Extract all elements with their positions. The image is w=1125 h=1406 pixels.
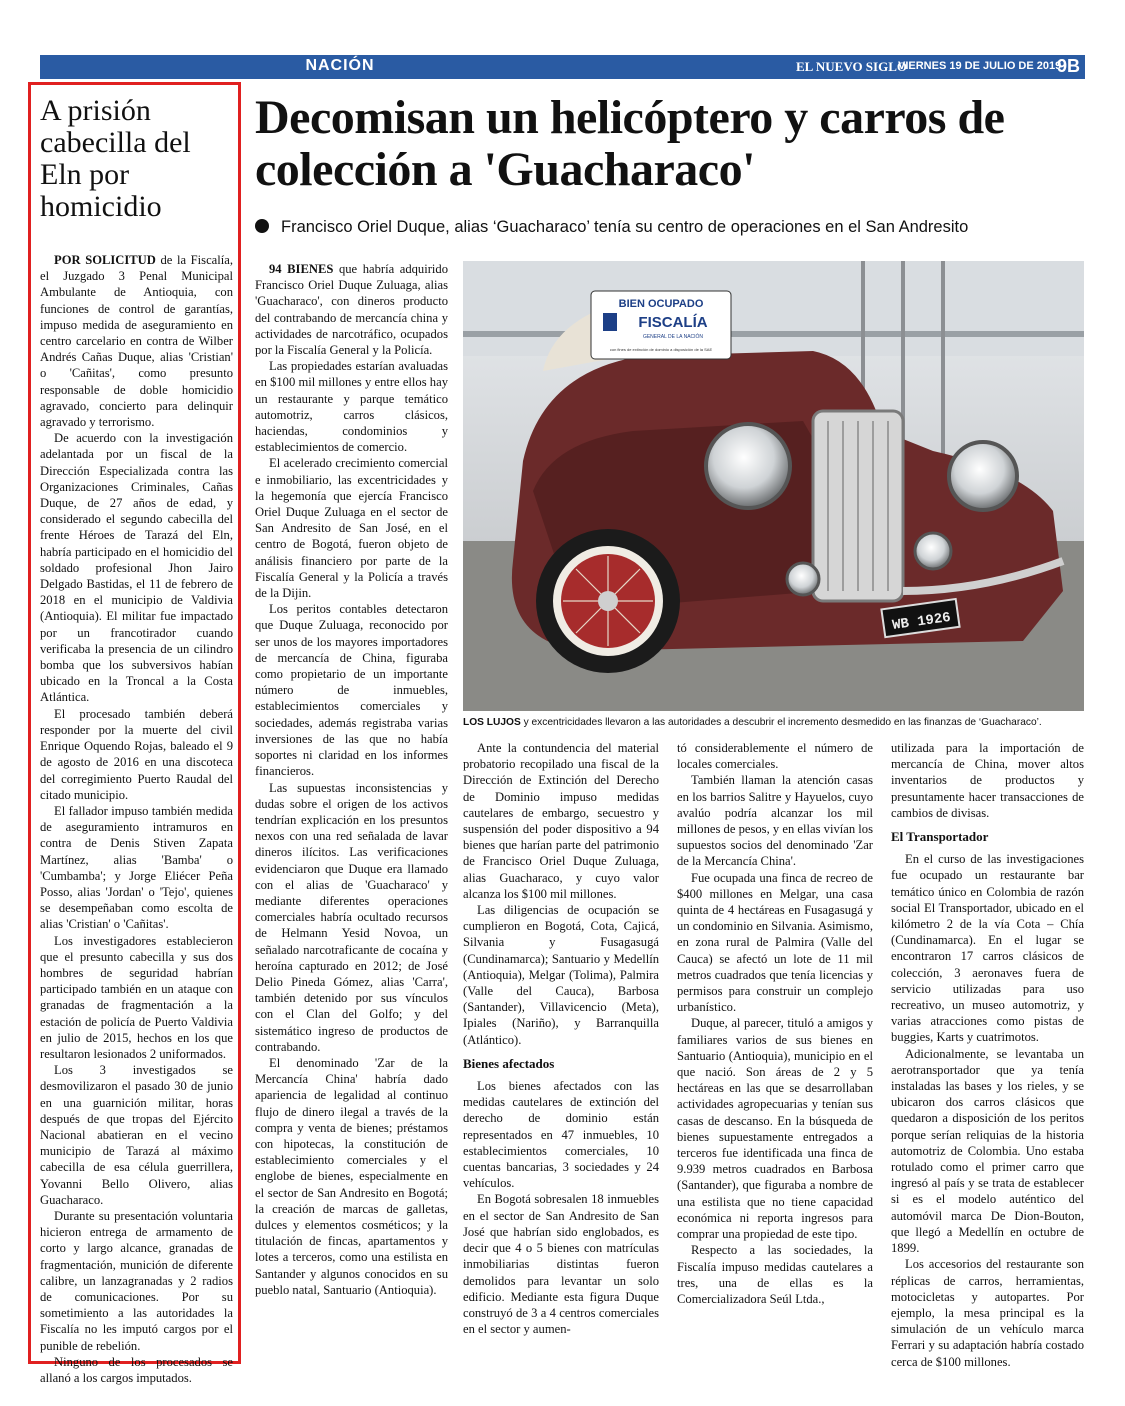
- article-paragraph: El denominado 'Zar de la Mercancía China' habría dado apariencia de legalidad al continuo flujo de dinero ilegal a través de la compra y venta de bienes; préstamos con hipotecas, la constitución de establecimiento comerciales y el englobe de bienes, especialmente en el sector de San Andresito en Bogotá; la creación de marcas de galletas, dulces y elementos cosméticos; y la titulación de fincas, apartamentos y lotes a terceros, como una estilista en Santander y algunos conocidos en su pueblo natal, Santuario (Antioquia).: [255, 1055, 448, 1297]
- sidebar-lead: POR SOLICITUD: [54, 253, 156, 267]
- sidebar-paragraph: Ninguno de los procesados se allanó a los cargos imputados.: [40, 1354, 233, 1386]
- section-header-bar: [40, 55, 1085, 79]
- issue-date: VIERNES 19 DE JULIO DE 2019: [898, 60, 1062, 72]
- article-paragraph: Fue ocupada una finca de recreo de $400 millones en Melgar, una casa quinta de 4 hectáreas en Fusagasugá y un condominio en Silvania. Asimismo, en zona rural de Palmira (Valle del Cauca) se afectó un lote de 11 mil metros cuadrados que tenía licencias y permisos para construir un complejo urbanístico.: [677, 870, 873, 1015]
- article-paragraph: Las diligencias de ocupación se cumplieron en Bogotá, Cota, Cajicá, Silvania y Fusagasugá (Cundinamarca); Santuario y Medellín (Antioquia), Melgar (Tolima), Palmira (Valle del Cauca), Barbosa (Santander), Villavicencio (Meta), Ipiales (Nariño), y Barranquilla (Atlántico).: [463, 903, 659, 1047]
- section-name: NACIÓN: [305, 57, 375, 74]
- article-paragraph: Los bienes afectados con las medidas cautelares de extinción del derecho de dominio están representados en 47 inmuebles, 10 establecimientos comerciales, 10 cuentas bancarias, 3 sociedades y 24 vehículos.: [463, 1079, 659, 1191]
- article-paragraph: Ante la contundencia del material probatorio recopilado una fiscal de la Dirección de Extinción del Derecho de Dominio impuso medidas cautelares de embargo, secuestro y suspensión del poder dispositivo a 94 bienes que harían parte del patrimonio de Francisco Oriel Duque Zuluaga, alias Guacharaco, y cuyo valor alcanza los $100 mil millones.: [463, 741, 659, 901]
- article-paragraph: Respecto a las sociedades, la Fiscalía impuso medidas cautelares a tres, una de ellas es la Comercializadora Seúl Ltda.,: [677, 1243, 873, 1306]
- article-lead: 94 BIENES: [269, 262, 334, 276]
- sidebar-paragraph: Los investigadores establecieron que el presunto cabecilla y sus dos hombres de seguridad habrían participado también en un ataque con granadas de fragmentación a la estación de policía de Puerto Valdivia en julio de 2015, hechos en los que resultaron lesionados 2 uniformados.: [40, 933, 233, 1061]
- article-paragraph: Los accesorios del restaurante son réplicas de carros, herramientas, motocicletas y autopartes. Por ejemplo, la mesa principal es la simulación de un vehículo marca Ferrari y su adaptación habría costado cerca de $100 millones.: [891, 1257, 1084, 1369]
- article-column-4: [891, 740, 1084, 1370]
- article-headline: Decomisan un helicóptero y carros de colección a 'Guacharaco': [255, 91, 1005, 196]
- article-column-1: 94 BIENES que habría adquirido Francisco Oriel Duque Zuluaga, alias 'Guacharaco', con dineros producto del contrabando de mercancía china y actividades de narcotráfico, ocupados por la Fiscalía General y la Policía. Las propiedades estarían avaluadas en $100 mil millones y entre ellos hay un restaurante y parque temático automotriz, carros clásicos, haciendas, condominios y establecimientos de comercio. El acelerado crecimiento comercial e inmobiliario, las excentricidades y la hegemonía que ejercía Francisco Oriel Duque Zuluaga en el sector de San Andresito de San José, en el centro de Bogotá, fueron objeto de análisis financiero por parte de la Fiscalía General y la Policía a través de la Dijin. Los peritos contables detectaron que Duque Zuluaga, reconocido por ser unos de los mayores importadores de mercancía de China, figuraba como propietario de un importante número de inmuebles, establecimientos comerciales y sociedades, además registraba varias inversiones de las que no había soportes ni claridad en los informes financieros. Las supuestas inconsistencias y dudas sobre el origen de los activos tendrían explicación en los presuntos nexos con una red señalada de lavar dineros ilícitos. Las verificaciones evidenciaron que Duque era llamado con el alias de 'Guacharaco' y mediante diferentes operaciones comerciales habría ocultado recursos de Helmann Yesid Novoa, un señalado narcotraficante de cocaína y heroína capturado en 2012; de José Delio Pineda Gómez, alias 'Carra', también detenido por sus vínculos con el Clan del Golfo; y del sistemático ingreso de productos de contrabando. El denominado 'Zar de la Mercancía China' habría dado apariencia de legalidad al continuo flujo de dinero ilegal a través de la compra y venta de bienes; préstamos con hipotecas, la constitución de establecimiento comerciales y el englobe de bienes, especialmente en el sector de San Andresito en Bogotá; la creación de marcas de galletas, dulces y elementos cosméticos; y la titulación de fincas, apartamentos y lotes a terceros, como una estilista en Santander y algunos conocidos en su pueblo natal, Santuario (Antioquia).: [255, 262, 448, 1297]
- sidebar-paragraph: Durante su presentación voluntaria hicieron entrega de armamento de corto y largo alcance, granadas de fragmentación, munición de diferente calibre, un lanzagranadas y 2 radios de comunicaciones. Por su sometimiento a las autoridades la Fiscalía no les imputó cargos por el punible de rebelión.: [40, 1208, 233, 1353]
- sidebar-paragraph: El procesado también deberá responder por la muerte del civil Enrique Oquendo Rojas, baleado el 9 de agosto de 2016 en una discoteca del corregimiento Puerto Raudal del citado municipio.: [40, 706, 233, 802]
- bullet-icon: [255, 219, 269, 233]
- article-paragraph: Los peritos contables detectaron que Duque Zuluaga, reconocido por ser unos de los mayores importadores de mercancía de China, figuraba como propietario de un importante número de inmuebles, establecimientos comerciales y sociedades, además registraba varias inversiones de las que no había soportes ni claridad en los informes financieros.: [255, 602, 448, 779]
- seizure-sign-subtitle: GENERAL DE LA NACIÓN: [642, 334, 704, 340]
- article-paragraph: El acelerado crecimiento comercial e inmobiliario, las excentricidades y la hegemonía que ejercía Francisco Oriel Duque Zuluaga en el sector de San Andresito de San José, en el centro de Bogotá, fueron objeto de análisis financiero por parte de la Fiscalía General y la Policía a través de la Dijin.: [255, 456, 448, 601]
- article-paragraph: Las propiedades estarían avaluadas en $100 mil millones y entre ellos hay un restaurante y parque temático automotriz, carros clásicos, haciendas, condominios y establecimientos de comercio.: [255, 359, 448, 455]
- article-paragraph: También llaman la atención casas en los barrios Salitre y Hayuelos, cuyo avalúo podría alcanzar los mil millones de pesos, y en ellas vivían los supuestos socios del denominado 'Zar de la Mercancía China'.: [677, 773, 873, 869]
- classic-car-photo: [463, 261, 1084, 711]
- license-plate: WB 1926: [891, 609, 952, 634]
- article-paragraph: Duque, al parecer, tituló a amigos y familiares varios de sus bienes en Santuario (Antioquia), municipio en el que nació. Son áreas de 2 y 5 hectáreas en las que se desarrollaban actividades agropecuarias y tenían sus casas de descanso. En la búsqueda de bienes supuestamente entregados a terceros fue identificada una finca de 9.939 metros cuadrados en Barbosa (Santander), que figuraba a nombre de una estilista que no tiene capacidad económica ni reporta ingresos para comprar una propiedad de este tipo.: [677, 1016, 873, 1242]
- section-subhead: Bienes afectados: [463, 1055, 555, 1071]
- sidebar-article-body: [40, 252, 233, 1386]
- article-column-3: [677, 740, 873, 1307]
- seizure-sign-fineprint: con fines de extinción de dominio a disposición de la SAE: [609, 347, 713, 352]
- sidebar-headline: A prisión cabecilla del Eln por homicidio: [40, 94, 191, 223]
- seizure-sign-org: FISCALÍA: [638, 314, 708, 331]
- article-column-2: [463, 740, 659, 1337]
- photo-caption: LOS LUJOS y excentricidades llevaron a las autoridades a descubrir el incremento desmedido en las finanzas de ‘Guacharaco’.: [463, 717, 1042, 728]
- newspaper-name: EL NUEVO SIGLO: [796, 59, 907, 74]
- sidebar-paragraph: De acuerdo con la investigación adelantada por un fiscal de la Dirección Especializada contra las Organizaciones Criminales, Cañas Duque, de 27 años de edad, y considerado el segundo cabecilla del frente Héroes de Tarazá del Eln, habría participado en el homicidio del soldado profesional Jhon Jairo Delgado Bastidas, el 11 de febrero de 2018 en el municipio de Valdivia (Antioquia). El militar fue impactado por un francotirador cuando verificaba la presencia de un cilindro bomba que los subversivos habían ubicado en la Troncal a la Costa Atlántica.: [40, 431, 233, 705]
- article-paragraph: tó considerablemente el número de locales comerciales.: [677, 741, 873, 772]
- article-paragraph: En el curso de las investigaciones fue ocupado un restaurante bar temático único en Colombia de razón social El Transportador, ubicado en el kilómetro 2 de la vía Cota – Chía (Cundinamarca). En el lugar se encontraron 17 carros clásicos de colección, 3 aeronaves fuera de servicio utilizadas para uso recreativo, un museo automotriz, y varias atracciones como pistas de buggies, Karts y cuatrimotos.: [891, 852, 1084, 1045]
- section-subhead: El Transportador: [891, 829, 989, 845]
- article-paragraph: En Bogotá sobresalen 18 inmuebles en el sector de San Andresito de San José que habrían sido englobados, es decir que 4 o 5 bienes con matrículas inmobiliarias distintas fueron demolidos para levantar un solo edificio. Mediante esta figura Duque construyó de 3 a 4 centros comerciales en el sector y aumen-: [463, 1192, 659, 1337]
- sidebar-paragraph: Los 3 investigados se desmovilizaron el pasado 30 de junio en una guarnición militar, horas después de que tropas del Ejército Nacional abatieran en el vecino municipio de Tarazá al máximo cabecilla de esa célula guerrillera, Yovanni Bello Olivero, alias Guacharaco.: [40, 1063, 233, 1207]
- sidebar-paragraph: El fallador impuso también medida de aseguramiento intramuros en contra de Denis Stiven Zapata Martínez, alias 'Bamba' o 'Cumbamba'; y Jorge Eliécer Peña Posso, alias 'Jordan' o 'Tejo', quienes se desempeñaban como escolta de alias 'Cristian' o 'Cañitas'.: [40, 803, 233, 932]
- page-number: 9B: [1056, 56, 1080, 76]
- article-subtitle: Francisco Oriel Duque, alias ‘Guacharaco’ tenía su centro de operaciones en el San Andresito: [255, 218, 1085, 237]
- article-paragraph: Las supuestas inconsistencias y dudas sobre el origen de los activos tendrían explicación en los presuntos nexos con una red señalada de lavar dineros ilícitos. Las verificaciones evidenciaron que Duque era llamado con el alias de 'Guacharaco' y mediante diferentes operaciones comerciales habría ocultado recursos de Helmann Yesid Novoa, un señalado narcotraficante de cocaína y heroína capturado en 2012; de José Delio Pineda Gómez, alias 'Carra', también detenido por sus vínculos con el Clan del Golfo; y del sistemático ingreso de productos de contrabando.: [255, 780, 448, 1054]
- seizure-sign-title: BIEN OCUPADO: [618, 298, 704, 310]
- article-paragraph: utilizada para la importación de mercancía de China, mover altos inventarios de productos y presuntamente hacer transacciones de cambios de divisas.: [891, 741, 1084, 820]
- sidebar-paragraph: POR SOLICITUD de la Fiscalía, el Juzgado 3 Penal Municipal Ambulante de Antioquia, con funciones de control de garantías, impuso medida de aseguramiento en centro carcelario en contra de Wilber Andrés Cañas Duque, alias 'Cristian' o 'Cañitas', como presunto responsable de doble homicidio agravado, concierto para delinquir agravado y terrorismo.: [40, 253, 233, 430]
- article-paragraph: Adicionalmente, se levantaba un aerotransportador que ya tenía instaladas las bases y los rieles, y se ubicaron dos carros clásicos que quedaron a disposición de los peritos porque serían reliquias de la historia automotriz de Colombia. Uno estaba rotulado como el primer carro que ingresó al país y se trata de establecer si es el modelo auténtico del automóvil marca De Dion-Bouton, que llegó a Medellín en octubre de 1899.: [891, 1046, 1084, 1256]
